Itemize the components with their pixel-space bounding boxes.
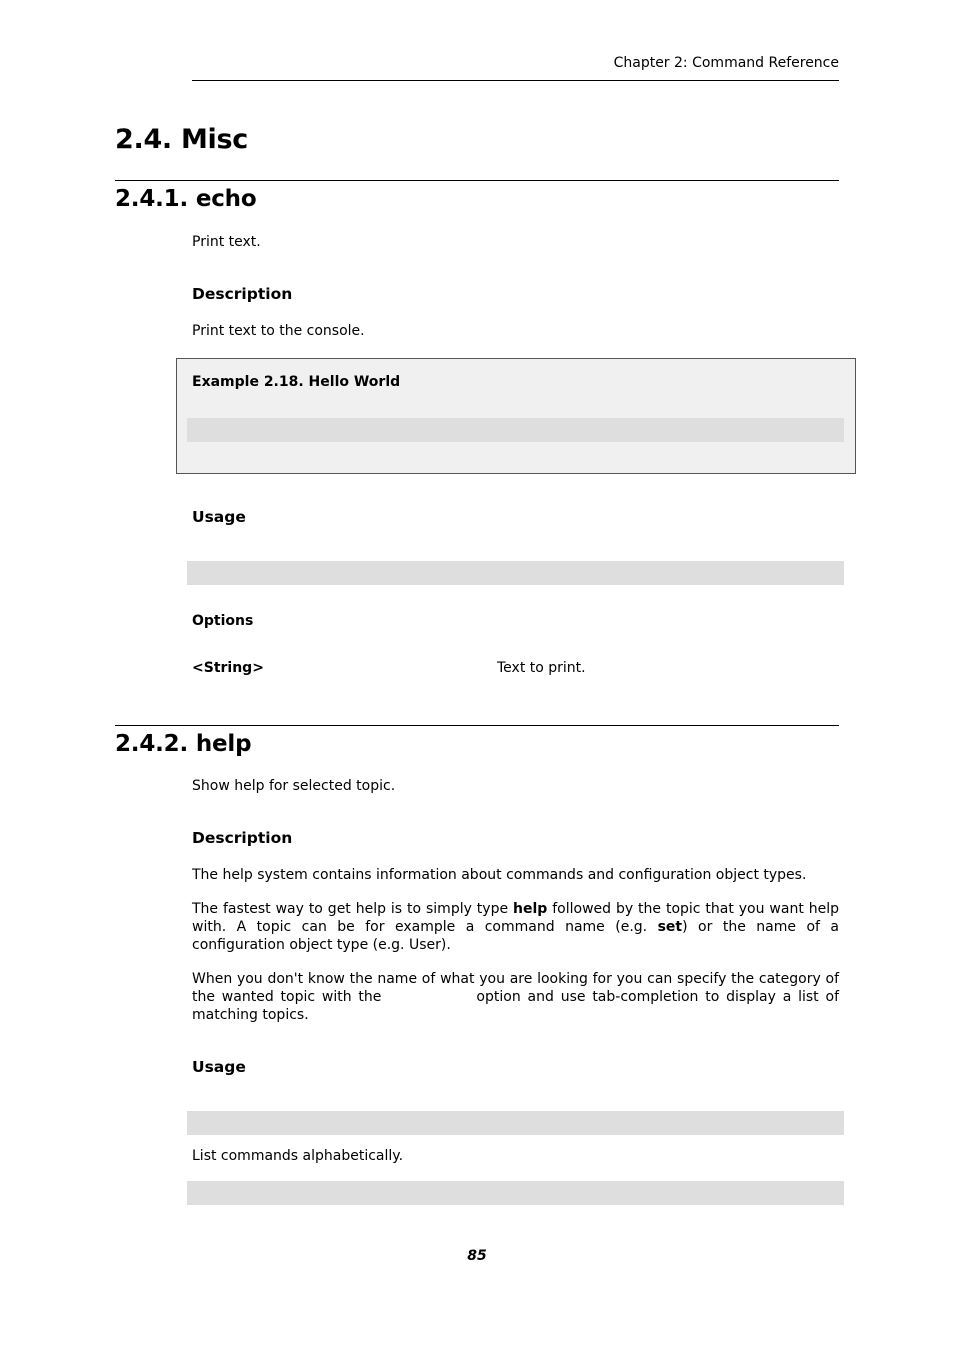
echo-description: Print text to the console. [192, 323, 365, 339]
help-paragraph-3-part-a: When you don't know the name of what you are looking for you can specify the category of the wanted topic with the [192, 971, 839, 1005]
example-code-block [187, 418, 844, 442]
help-description-heading: Description [192, 829, 293, 847]
example-title: Example 2.18. Hello World [192, 374, 401, 390]
help-paragraph-2-part-a: The fastest way to get help is to simply type [192, 901, 514, 917]
help-command-name: help [513, 901, 548, 917]
section-rule-echo [115, 180, 839, 181]
section-rule-help [115, 725, 839, 726]
running-header: Chapter 2: Command Reference [613, 55, 839, 71]
echo-title: 2.4.1. echo [115, 186, 257, 212]
help-summary: Show help for selected topic. [192, 778, 396, 794]
echo-usage-heading: Usage [192, 508, 246, 526]
set-command-name: set [657, 919, 683, 935]
help-paragraph-2-part-c: followed by the topic that you want help with. A topic can be for example a command name (e.g. [192, 901, 839, 935]
help-paragraph-1: The help system contains information about commands and configuration object types. [192, 867, 807, 883]
echo-description-heading: Description [192, 285, 293, 303]
help-usage-heading: Usage [192, 1058, 246, 1076]
help-list-text: List commands alphabetically. [192, 1148, 404, 1164]
help-usage-code-block-1 [187, 1111, 844, 1135]
page-number: 85 [467, 1248, 487, 1264]
echo-usage-code-block [187, 561, 844, 585]
echo-options-heading: Options [192, 613, 254, 629]
help-paragraph-3 [192, 970, 839, 1024]
help-paragraph-2 [192, 900, 839, 954]
echo-summary: Print text. [192, 234, 261, 250]
option-name: <String> [192, 660, 264, 676]
option-description: Text to print. [497, 660, 586, 676]
help-title: 2.4.2. help [115, 731, 252, 757]
header-rule [192, 80, 839, 81]
help-paragraph-2-part-e: ) or the name of a configuration object type (e.g. User). [192, 919, 839, 953]
help-usage-code-block-2 [187, 1181, 844, 1205]
section-title: 2.4. Misc [115, 124, 248, 155]
help-paragraph-3-part-b: option and use tab-completion to display a list of matching topics. [192, 989, 840, 1023]
